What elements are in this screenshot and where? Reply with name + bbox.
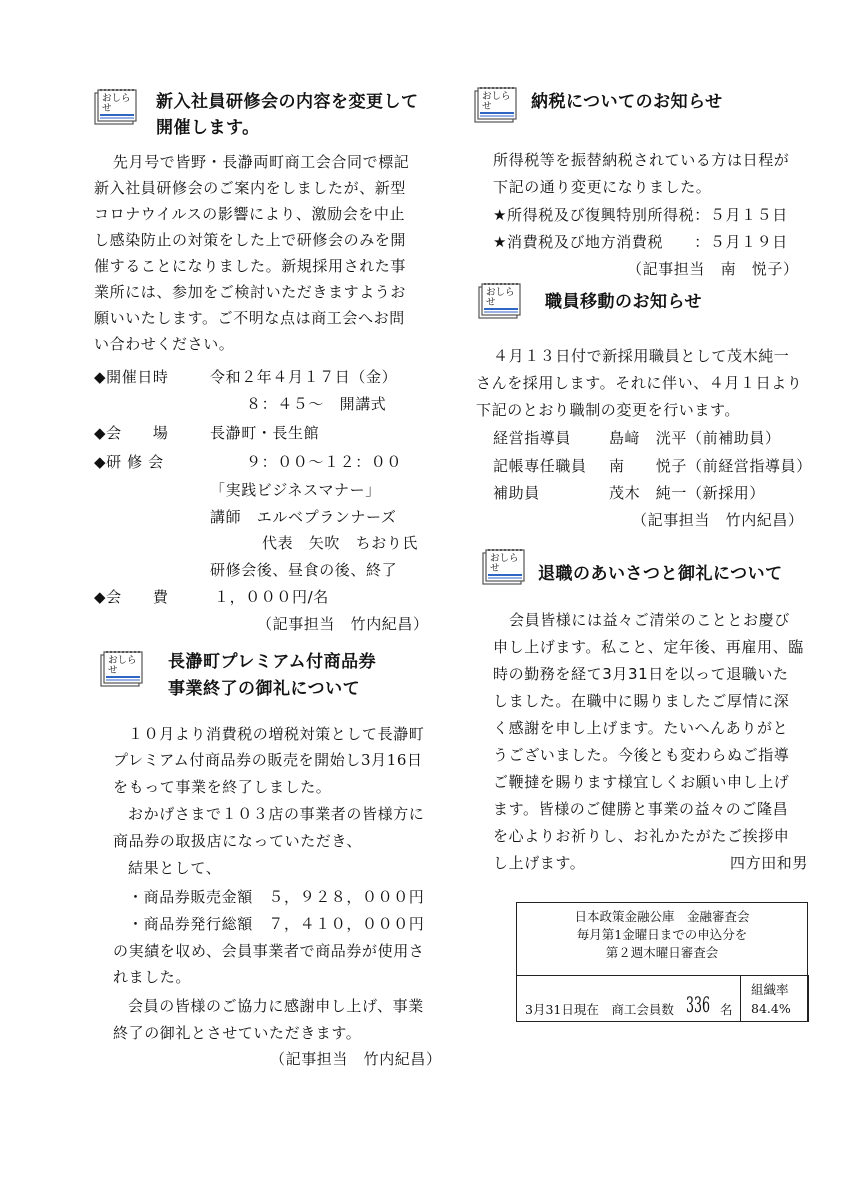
notice-icon <box>100 650 144 688</box>
paragraph-line: 商品券の取扱店になっていただき、 <box>113 832 363 850</box>
staff-role: 記帳専任職員 <box>493 457 587 475</box>
notice-icon-label: おしらせ <box>486 287 515 308</box>
paragraph-line: １０月より消費税の増税対策として長瀞町 <box>128 725 425 743</box>
detail-label-venue: ◆会 場 <box>94 424 169 442</box>
tax-date-consumption: ★消費税及び地方消費税 ：５月１９日 <box>493 233 788 251</box>
info-loan-line3: 第２週木曜日審査会 <box>605 945 719 960</box>
detail-seminar-lecturer: 講師 エルベプランナーズ <box>210 508 397 526</box>
section-title: 退職のあいさつと御礼について <box>538 564 783 584</box>
paragraph-line: ます。皆様のご健勝と事業の益々のご隆昌 <box>493 800 789 818</box>
detail-value-seminar-time: ９：００～１２：００ <box>246 453 403 471</box>
notice-icon <box>94 88 138 126</box>
paragraph-line: プレミアム付商品券の販売を開始し3月16日 <box>113 751 423 769</box>
notice-icon-label: おしらせ <box>102 93 131 114</box>
detail-label-fee: ◆会 費 <box>94 588 169 606</box>
paragraph-line: コロナウイルスの影響により、激励会を中止 <box>94 205 406 223</box>
paragraph-line: れました。 <box>113 968 192 986</box>
paragraph-line: し上げます。 <box>493 854 586 872</box>
paragraph-line: ４月１３日付で新採用職員として茂木純一 <box>493 347 790 365</box>
info-box <box>516 902 808 1022</box>
notice-icon-label: おしらせ <box>482 91 511 112</box>
info-loan-line1: 日本政策金融公庫 金融審査会 <box>574 909 750 924</box>
paragraph-line: 結果として、 <box>128 859 222 877</box>
staff-name: 茂木 純一（新採用） <box>609 484 766 502</box>
article-credit: （記事担当 竹内紀昌） <box>257 615 429 633</box>
paragraph-line: 先月号で皆野・長瀞両町商工会合同で標記 <box>113 153 410 171</box>
detail-value-time: ８：４５～ 開講式 <box>246 395 387 413</box>
article-credit: （記事担当 竹内紀昌） <box>270 1050 442 1068</box>
staff-role: 補助員 <box>493 484 540 502</box>
paragraph-line: し感染防止の対策をした上で研修会のみを開 <box>94 231 407 249</box>
paragraph-line: 下記のとおり職制の変更を行います。 <box>476 401 741 419</box>
notice-icon <box>474 86 518 124</box>
paragraph-line: ご鞭撻を賜ります様宜しくお願い申し上げ <box>493 773 790 791</box>
paragraph-line: く感謝を申し上げます。たいへんありがと <box>493 719 789 737</box>
paragraph-line: 所得税等を振替納税されている方は日程が <box>493 151 790 169</box>
paragraph-line: さんを採用します。それに伴い、４月１日より <box>476 374 803 392</box>
paragraph-line: 時の勤務を経て3月31日を以って退職いた <box>493 665 789 683</box>
membership-suffix: 名 <box>720 1002 733 1017</box>
paragraph-line: 新入社員研修会のご案内をしましたが、新型 <box>94 179 407 197</box>
detail-seminar-end: 研修会後、昼食の後、終了 <box>210 561 398 579</box>
paragraph-line: 会員皆様には益々ご清栄のこととお慶び <box>509 611 790 629</box>
paragraph-line: を心よりお祈りし、お礼かたがたご挨拶申 <box>493 827 790 845</box>
detail-label-seminar: ◆研 修 会 <box>94 453 164 471</box>
detail-value-venue: 長瀞町・長生館 <box>210 424 320 442</box>
membership-count: 336 <box>686 993 711 1017</box>
paragraph-line: 業所には、参加をご検討いただきますようお <box>94 283 407 301</box>
membership-cell <box>516 975 741 1022</box>
info-loan-line2: 毎月第1金曜日までの申込分を <box>576 927 748 942</box>
paragraph-line: 終了の御礼とさせていただきます。 <box>113 1024 362 1042</box>
tax-date-income: ★所得税及び復興特別所得税：５月１５日 <box>493 206 788 224</box>
paragraph-line: 会員の皆様のご協力に感謝申し上げ、事業 <box>128 997 424 1015</box>
article-credit: （記事担当 竹内紀昌） <box>632 511 804 529</box>
membership-prefix: 3月31日現在 商工会員数 <box>525 1002 674 1017</box>
section-title-line2: 事業終了の御礼について <box>168 679 361 699</box>
paragraph-line: をもって事業を終了しました。 <box>113 778 332 796</box>
notice-icon-label: おしらせ <box>108 655 137 676</box>
paragraph-line: 催することになりました。新規採用された事 <box>94 257 407 275</box>
detail-label-date: ◆開催日時 <box>94 368 169 386</box>
section-title-line2: 開催します。 <box>156 118 260 138</box>
notice-icon-label: おしらせ <box>490 553 519 574</box>
staff-name: 南 悦子（前経営指導員） <box>609 457 812 475</box>
section-title: 新入社員研修会の内容を変更して <box>156 92 419 112</box>
rate-cell <box>740 975 809 1022</box>
detail-value-fee: １，０００円/名 <box>214 588 329 606</box>
voucher-sales-amount: ・商品券販売金額 ５，９２８，０００円 <box>128 888 425 906</box>
paragraph-line: 願いいたします。ご不明な点は商工会へお問 <box>94 309 405 327</box>
paragraph-line: おかげさまで１０３店の事業者の皆様方に <box>128 805 425 823</box>
paragraph-line: うございました。今後とも変わらぬご指導 <box>493 746 790 764</box>
paragraph-line: 下記の通り変更になりました。 <box>493 178 712 196</box>
paragraph-line: い合わせください。 <box>94 335 235 353</box>
notice-icon <box>478 282 522 320</box>
rate-value: 84.4% <box>751 1001 791 1016</box>
detail-seminar-topic: 「実践ビジネスマナー」 <box>210 481 381 499</box>
voucher-issued-amount: ・商品券発行総額 ７，４１０，０００円 <box>128 915 425 933</box>
section-title: 納税についてのお知らせ <box>531 92 723 112</box>
paragraph-line: の実績を収め、会員事業者で商品券が使用さ <box>113 942 425 960</box>
section-title: 職員移動のお知らせ <box>545 292 702 312</box>
section-title: 長瀞町プレミアム付商品券 <box>168 652 377 672</box>
notice-icon <box>482 548 526 586</box>
signature: 四方田和男 <box>730 854 809 872</box>
detail-value-date: 令和２年４月１７日（金） <box>210 368 398 386</box>
paragraph-line: 申し上げます。私こと、定年後、再雇用、臨 <box>493 638 804 656</box>
article-credit: （記事担当 南 悦子） <box>627 260 799 278</box>
detail-seminar-rep: 代表 矢吹 ちおり氏 <box>262 534 419 552</box>
paragraph-line: しました。在職中に賜りましたご厚情に深 <box>493 692 790 710</box>
staff-name: 島﨑 洸平（前補助員） <box>609 429 781 447</box>
staff-role: 経営指導員 <box>493 429 572 447</box>
rate-label: 組織率 <box>751 982 789 997</box>
